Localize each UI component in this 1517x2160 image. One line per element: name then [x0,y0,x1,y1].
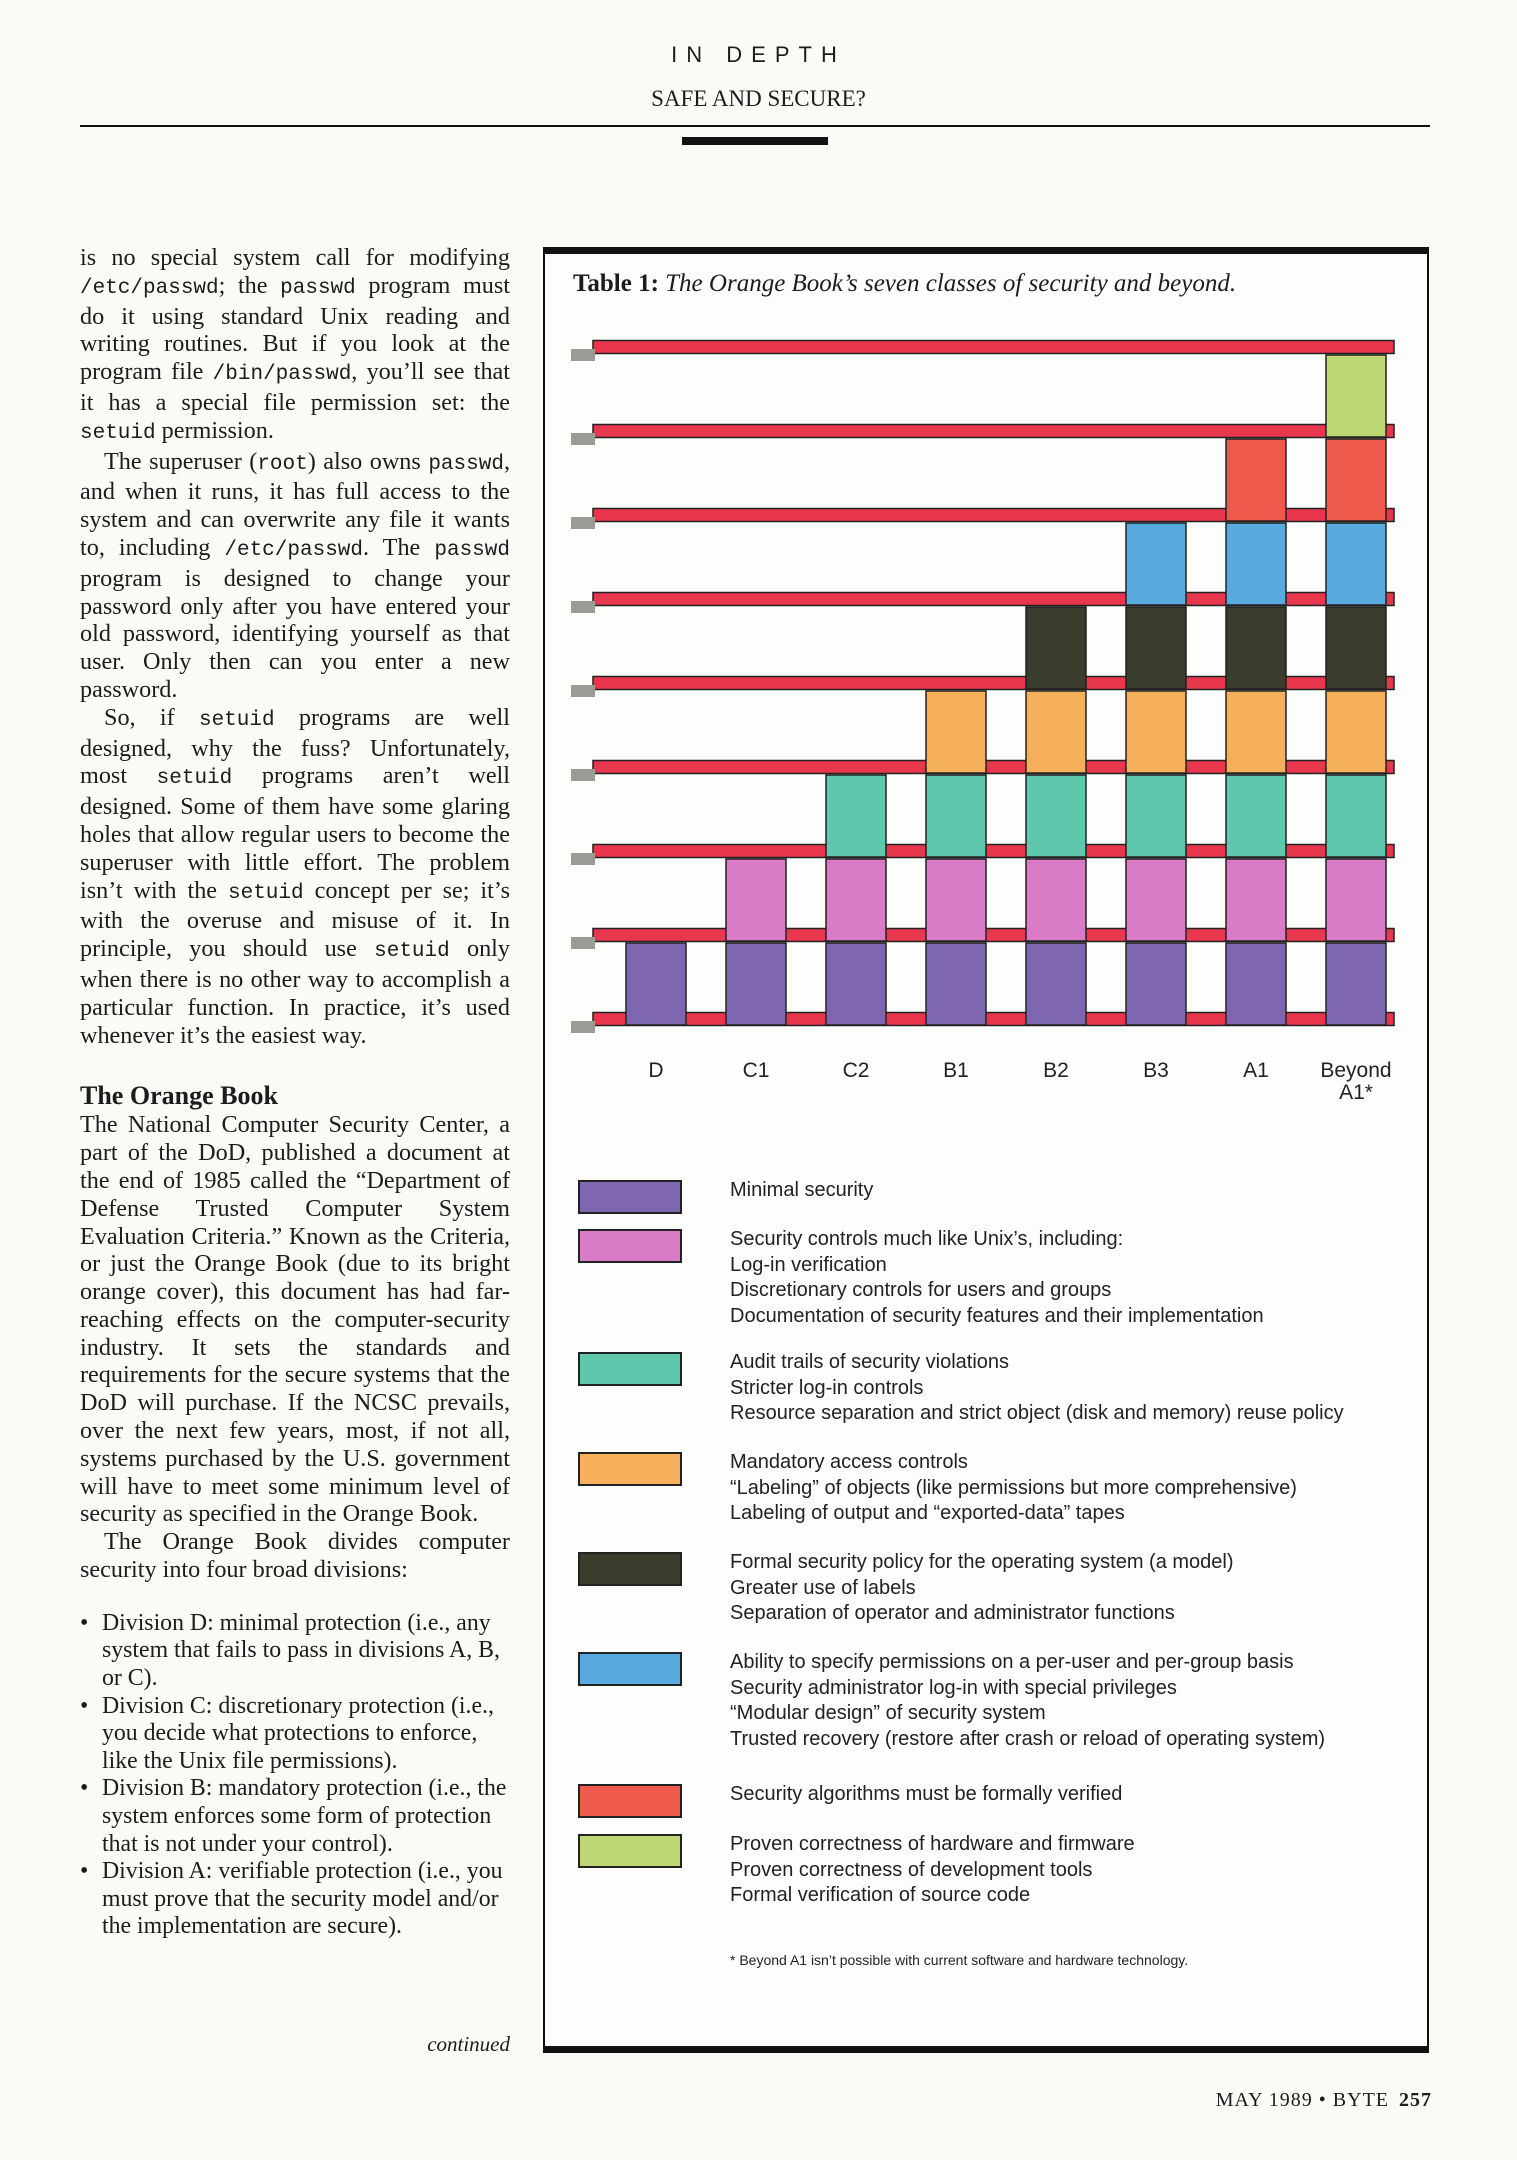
bar-segment [826,859,886,941]
x-tick-label: Beyond [1320,1059,1392,1082]
x-tick-label: A1 [1243,1059,1269,1082]
legend-text: Security algorithms must be formally verified [730,1783,1123,1805]
shelf-rail-end [571,349,595,361]
x-tick-label: A1* [1339,1081,1373,1104]
bar-segment [1126,607,1186,689]
bar-segment [1026,775,1086,857]
bar-segment [1326,943,1386,1025]
bar-segment [626,943,686,1025]
list-item: • Division A: verifiable protection (i.e., you must prove that the security model and/or the implementation are secure). [80,1858,510,1941]
bar-segment [926,775,986,857]
shelf-rail-end [571,601,595,613]
bar-segment [826,943,886,1025]
page-folio [1216,2089,1432,2112]
legend-text: Formal security policy for the operating system (a model) Greater use of labels Separation of operator and administrator functions [730,1551,1234,1624]
bar-segment [726,859,786,941]
bar-segment [1226,691,1286,773]
bar-segment [1226,439,1286,521]
paragraph-2: The superuser (root) also owns passwd, and when it runs, it has full access to the system and can overwrite any file it wants to, including /etc/passwd. The passwd program is designed to change your password only after you have entered your old password, identifying yourself as that user. Only then can you enter a new password. [80,447,510,703]
paragraph-1: is no special system call for modifying /etc/passwd; the passwd program must do it using standard Unix reading and writing routines. But if you look at the program file /bin/passwd, you’ll see that it has a special file permission set: the setuid permission. [80,244,511,445]
bar-segment [1126,775,1186,857]
x-tick-label: B1 [943,1059,969,1082]
bar-segment [926,943,986,1025]
legend-swatch [578,1784,682,1818]
x-tick-label: B2 [1043,1059,1069,1082]
bar-segment [1026,943,1086,1025]
shelf-rail-end [571,517,595,529]
legend-text: Ability to specify permissions on a per-user and per-group basis Security administrator log-in with special privileges “Modular design” of security system Trusted recovery (restore after crash or reload of operating system) [730,1651,1326,1750]
shelf-rail-end [571,937,595,949]
list-item: • Division C: discretionary protection (i.e., you decide what protections to enforce, like the Unix file permissions). [80,1693,510,1776]
bar-segment [1126,523,1186,605]
list-item: • Division B: mandatory protection (i.e., the system enforces some form of protection that is not under your control). [80,1775,510,1858]
shelf-rail-end [571,1021,595,1033]
bar-segment [1226,943,1286,1025]
bar-segment [726,943,786,1025]
table-footnote: * Beyond A1 isn’t possible with current software and hardware technology. [730,1952,1189,1968]
shelf-rail [593,341,1394,354]
legend-swatch [578,1834,682,1868]
bar-segment [926,691,986,773]
bar-segment [1326,859,1386,941]
shelf-rail-end [571,685,595,697]
legend-text: Minimal security [730,1179,874,1201]
legend-swatch [578,1229,682,1263]
bar-segment [1226,523,1286,605]
table-caption: Table 1: The Orange Book’s seven classes of security and beyond. [573,270,1237,297]
paragraph-4: The National Computer Security Center, a part of the DoD, published a document at the end of 1985 called the “Department of Defense Trusted Computer System Evaluation Criteria.” Known as the Criteria, or just the Orange Book (due to its bright orange cover), this document has had far-reaching effects on the computer-security industry. It sets the standards and requirements for the secure systems that the DoD will purchase. If the NCSC prevails, over the next few years, most, if not all, systems purchased by the U.S. government will have to meet some minimum level of security as specified in the Orange Book. [80,1111,510,1528]
bar-segment [1126,943,1186,1025]
list-item: • Division D: minimal protection (i.e., any system that fails to pass in divisions A, B, or C). [80,1610,510,1693]
shelf-rail-end [571,853,595,865]
bar-segment [1026,691,1086,773]
bar-segment [1326,691,1386,773]
bar-segment [1026,607,1086,689]
legend-text: Proven correctness of hardware and firmware Proven correctness of development tools Formal verification of source code [730,1833,1135,1906]
section-heading: The Orange Book [80,1081,278,1111]
shelf-rail-end [571,769,595,781]
x-tick-label: C1 [742,1059,770,1082]
x-tick-label: D [648,1059,664,1082]
shelf-rail [593,425,1394,438]
bar-segment [1326,355,1386,437]
page-number: 257 [1399,2089,1432,2111]
legend-swatch [578,1652,682,1686]
bar-segment [1326,607,1386,689]
continued-label: continued [427,2032,510,2056]
legend-text: Security controls much like Unix’s, including: Log-in verification Discretionary controls for users and groups Documentation of security features and their implementation [730,1228,1264,1327]
bar-segment [1326,775,1386,857]
legend-text: Audit trails of security violations Stricter log-in controls Resource separation and strict object (disk and memory) reuse policy [730,1351,1344,1424]
bar-segment [826,775,886,857]
bar-segment [1326,523,1386,605]
x-tick-label: B3 [1143,1059,1169,1082]
legend-swatch [578,1452,682,1486]
issue-date: MAY 1989 • BYTE [1215,2089,1389,2111]
bar-segment [926,859,986,941]
bar-segment [1226,607,1286,689]
bar-segment [1126,691,1186,773]
legend-swatch [578,1352,682,1386]
paragraph-3: So, if setuid programs are well designed, why the fuss? Unfortunately, most setuid programs aren’t well designed. Some of them have some glaring holes that allow regular users to become the superuser with little effort. The problem isn’t with the setuid concept per se; it’s with the overuse and misuse of it. In principle, you should use setuid only when there is no other way to accomplish a particular function. In practice, it’s used whenever it’s the easiest way. [80,703,510,1049]
running-title: SAFE AND SECURE? [651,86,866,111]
paragraph-5: The Orange Book divides computer security into four broad divisions: [80,1528,510,1584]
bar-segment [1226,859,1286,941]
bar-segment [1026,859,1086,941]
bar-segment [1126,859,1186,941]
bar-segment [1226,775,1286,857]
legend-text: Mandatory access controls “Labeling” of objects (like permissions but more comprehensive) Labeling of output and “exported-data” tapes [730,1451,1297,1524]
x-tick-label: C2 [842,1059,870,1082]
shelf-rail-end [571,433,595,445]
legend-swatch [578,1552,682,1586]
section-kicker: IN DEPTH [671,42,846,67]
bar-segment [1326,439,1386,521]
legend-swatch [578,1180,682,1214]
